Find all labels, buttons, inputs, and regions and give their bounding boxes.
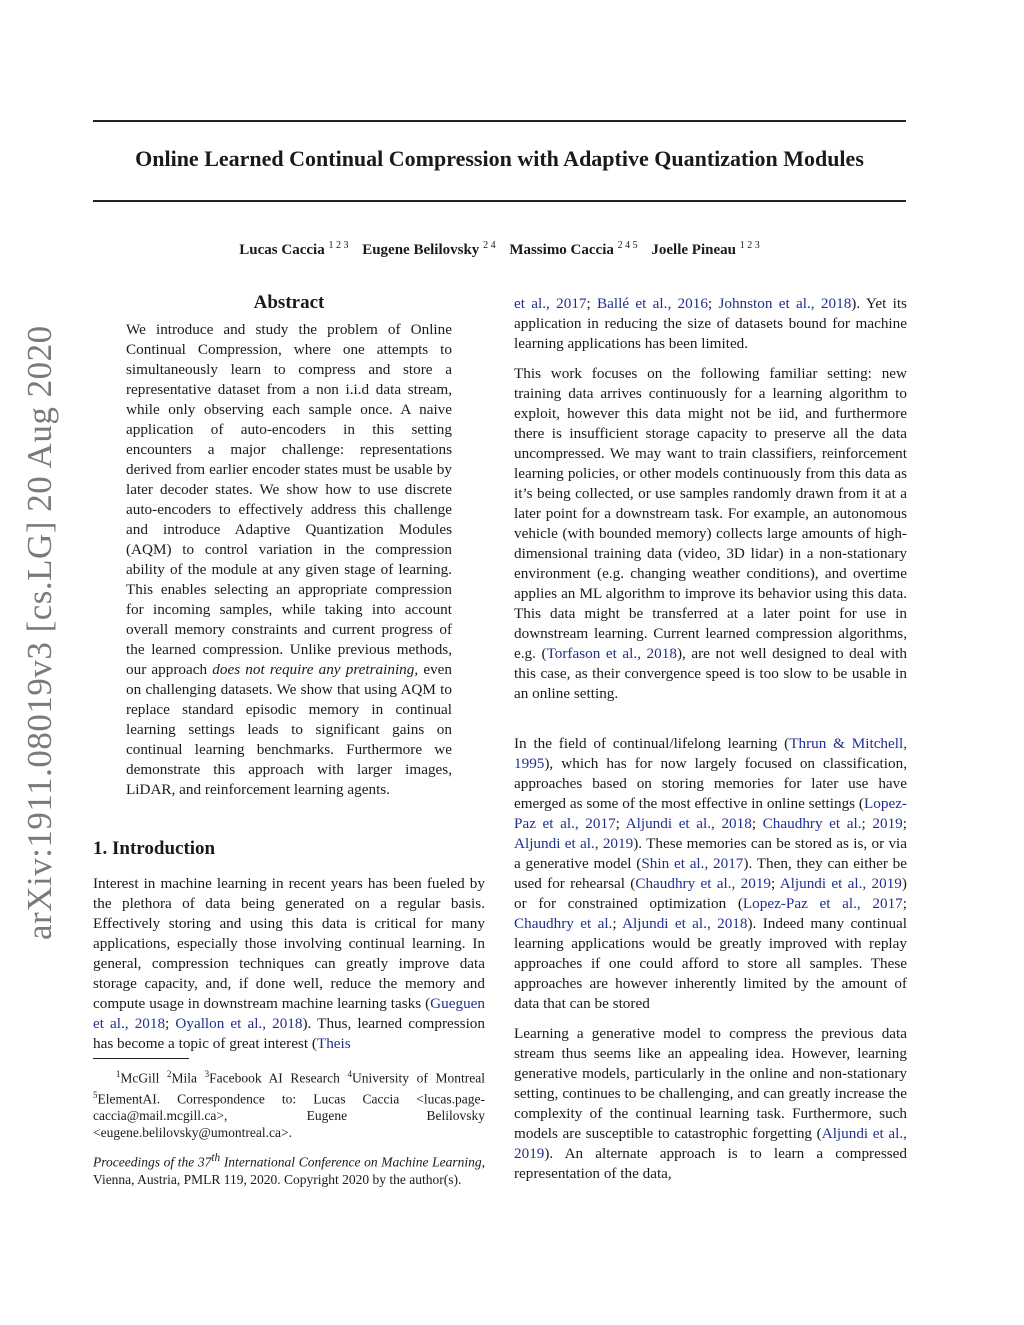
citation-link[interactable]: Aljundi et al., 2019 — [514, 835, 634, 852]
paper-title: Online Learned Continual Compression with Adaptive Quantization Modules — [135, 146, 864, 171]
citation-link[interactable]: Johnston et al., 2018 — [718, 295, 852, 312]
citation-link[interactable]: Theis — [316, 1035, 351, 1052]
citation-link[interactable]: Oyallon et al., 2018 — [175, 1015, 303, 1032]
citation-link[interactable]: Aljundi et al., 2019 — [514, 1125, 907, 1162]
citation-link[interactable]: Aljundi et al., 2018 — [622, 915, 748, 932]
arxiv-stamp[interactable]: arXiv:1911.08019v3 [cs.LG] 20 Aug 2020 — [20, 325, 59, 940]
introduction-heading: 1. Introduction — [93, 838, 216, 859]
citation-link[interactable]: Torfason et al., 2018 — [546, 645, 677, 662]
citation-link[interactable]: Aljundi et al., 2018 — [625, 815, 752, 832]
intro-paragraph-2: This work focuses on the following familiar setting: new training data arrives continuously for a learning algorithm to exploit, however this data might not be iid, and furthermore there is insufficient storage capacity to preserve all the data uncompressed. We may want to train classifiers, reinforcement learning policies, or other models continuously from this data as it’s being collected, or use samples randomly drawn from it at a later point for a downstream task. For example, an autonomous vehicle (with bounded memory) collects large amounts of high-dimensional training data (video, 3D lidar) in a non-stationary environment (e.g. changing weather conditions), and overtime applies an ML algorithm to improve its behavior using this data. This data might be transferred at a later point for use in downstream learning. Current learned compression algorithms, e.g. (Torfason et al., 2018), are not well designed to deal with this case, as their convergence speed is too slow to be usable in an online setting. — [514, 365, 907, 702]
citation-link[interactable]: Ballé et al., 2016 — [597, 295, 708, 312]
citation-link[interactable]: Thrun & Mitchell, 1995 — [514, 735, 908, 772]
intro-paragraph-1: Interest in machine learning in recent years has been fueled by the plethora of data being generated on a regular basis. Effectively storing and using this data is critical for many applications, especially those involving continual learning. In general, compression techniques can greatly improve data storage capacity, and, if done well, reduce the memory and compute usage in downstream machine learning tasks (Gueguen et al., 2018; Oyallon et al., 2018). Thus, learned compression has become a topic of great interest (Theis — [93, 875, 485, 1052]
title-bottom-rule — [93, 200, 906, 202]
top-rule — [93, 120, 906, 122]
proceedings-note: Proceedings of the 37th International Conference on Machine Learning, Vienna, Austria, PMLR 119, 2020. Copyright 2020 by the author(s). — [93, 1152, 485, 1187]
citation-link[interactable]: Gueguen et al., 2018 — [93, 995, 485, 1032]
citation-link[interactable]: et al., 2017 — [514, 295, 587, 312]
author: Lucas Caccia $^{1 2 3}$ — [239, 240, 349, 258]
citation-link[interactable]: Lopez-Paz et al., 2017 — [742, 895, 903, 912]
citation-link[interactable]: Chaudhry et al., 2019 — [635, 875, 772, 892]
intro-paragraph-3: In the field of continual/lifelong learning (Thrun & Mitchell, 1995), which has for now largely focused on classification, approaches based on storing memories for later use have emerged as some of the most effective in online settings (Lopez-Paz et al., 2017; Aljundi et al., 2018; Chaudhry et al.; 2019; Aljundi et al., 2019). These memories can be stored as is, or via a generative model (Shin et al., 2017). Then, they can either be used for rehearsal (Chaudhry et al., 2019; Aljundi et al., 2019) or for constrained optimization (Lopez-Paz et al., 2017; Chaudhry et al.; Aljundi et al., 2018). Indeed many continual learning applications would be greatly improved with replay approaches if one could afford to store all samples. These approaches are however inherently limited by the amount of data that can be stored — [514, 735, 908, 1012]
citation-link[interactable]: Lopez-Paz et al., 2017 — [514, 795, 907, 832]
citation-link[interactable]: 2019 — [872, 815, 903, 832]
abstract-body: We introduce and study the problem of Online Continual Compression, where one attempts to simultaneously learn to compress and store a representative dataset from a non i.i.d data stream, while only observing each sample once. A naive application of auto-encoders in this setting encounters a major challenge: representations derived from earlier encoder states must be usable by later decoder states. We show how to use discrete auto-encoders to effectively address this challenge and introduce Adaptive Quantization Modules (AQM) to control variation in the compression ability of the module at any given stage of learning. This enables selecting an appropriate compression for incoming samples, while taking into account overall memory constraints and current progress of the learned compression. Unlike previous methods, our approach does not require any pretraining, even on challenging datasets. We show that using AQM to replace standard episodic memory in continual learning settings leads to significant gains on continual learning benchmarks. Furthermore we demonstrate this approach with larger images, LiDAR, and reinforcement learning agents. — [126, 321, 453, 798]
abstract-heading: Abstract — [253, 292, 325, 313]
author-list — [93, 236, 906, 260]
author: Joelle Pineau $^{1 2 3}$ — [651, 240, 760, 258]
author: Massimo Caccia $^{2 4 5}$ — [509, 240, 638, 258]
intro-paragraph-4: Learning a generative model to compress the previous data stream thus seems like an appealing idea. However, learning generative models, particularly in the online and non-stationary setting, continues to be challenging, and can greatly increase the complexity of the continual learning task. Furthermore, such models are susceptible to catastrophic forgetting (Aljundi et al., 2019). An alternate approach is to learn a compressed representation of the data, — [514, 1025, 907, 1182]
citation-link[interactable]: Shin et al., 2017 — [641, 855, 744, 872]
citation-link[interactable]: Chaudhry et al. — [762, 815, 862, 832]
affiliation-footnote: $^1$McGill $^2$Mila $^3$Facebook AI Research $^4$University of Montreal $^5$ElementAI. Correspondence to: Lucas Caccia <lucas.page-caccia@mail.mcgill.ca>, Eugene Belilovsky <eugene.belilovsky@umontreal.ca>. — [93, 1069, 486, 1140]
author: Eugene Belilovsky $^{2 4}$ — [362, 240, 496, 258]
footnote-rule — [93, 1058, 189, 1059]
citation-link[interactable]: Chaudhry et al. — [514, 915, 613, 932]
intro-paragraph-1-continued: et al., 2017; Ballé et al., 2016; Johnston et al., 2018). Yet its application in reducing the size of datasets bound for machine learning applications has been limited. — [514, 295, 907, 352]
citation-link[interactable]: Aljundi et al., 2019 — [779, 875, 902, 892]
